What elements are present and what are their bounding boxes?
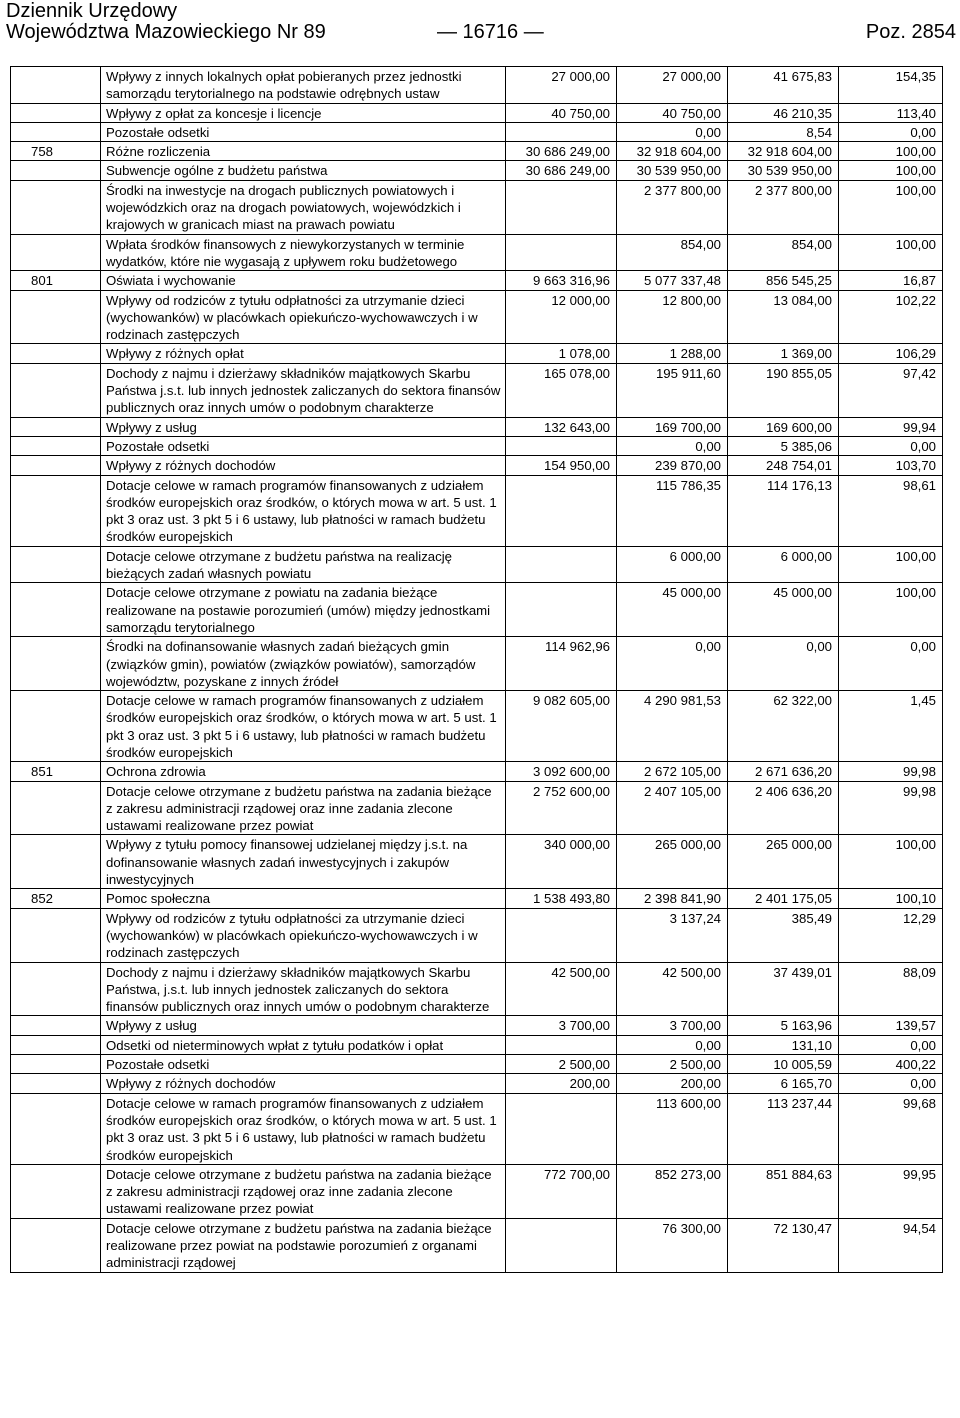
planned-amount: 1 078,00 xyxy=(506,344,617,363)
income-description: Dochody z najmu i dzierżawy składników majątkowych Skarbu Państwa, j.s.t. lub innych jednostek zaliczanych do sektora finansów publicznych oraz innych umów o podobnym charakterze xyxy=(101,962,506,1016)
table-row xyxy=(11,546,943,583)
executed-amount: 6 000,00 xyxy=(728,546,839,583)
execution-percent: 100,00 xyxy=(839,835,943,889)
execution-percent: 0,00 xyxy=(839,436,943,455)
executed-amount: 113 237,44 xyxy=(728,1093,839,1164)
income-description: Dotacje celowe otrzymane z budżetu państwa na zadania bieżące realizowane przez powiat na podstawie porozumień z organami administracji rządowej xyxy=(101,1218,506,1272)
execution-percent: 103,70 xyxy=(839,456,943,475)
income-description: Subwencje ogólne z budżetu państwa xyxy=(101,161,506,180)
section-code: 758 xyxy=(11,142,101,161)
section-code xyxy=(11,67,101,104)
income-description: Różne rozliczenia xyxy=(101,142,506,161)
execution-percent: 98,61 xyxy=(839,475,943,546)
table-row xyxy=(11,271,943,290)
executed-amount: 1 369,00 xyxy=(728,344,839,363)
section-code xyxy=(11,344,101,363)
execution-percent: 100,00 xyxy=(839,161,943,180)
section-code xyxy=(11,234,101,271)
income-description: Dotacje celowe otrzymane z budżetu państwa na realizację bieżących zadań własnych powiatu xyxy=(101,546,506,583)
executed-amount: 5 163,96 xyxy=(728,1016,839,1035)
amended-plan-amount: 3 700,00 xyxy=(617,1016,728,1035)
table-row xyxy=(11,67,943,104)
section-code xyxy=(11,1164,101,1218)
section-code: 851 xyxy=(11,762,101,781)
income-description: Wpływy z innych lokalnych opłat pobieranych przez jednostki samorządu terytorialnego na podstawie odrębnych ustaw xyxy=(101,67,506,104)
executed-amount: 32 918 604,00 xyxy=(728,142,839,161)
planned-amount: 1 538 493,80 xyxy=(506,889,617,908)
income-description: Wpływy z usług xyxy=(101,1016,506,1035)
income-description: Wpływy z usług xyxy=(101,417,506,436)
amended-plan-amount: 852 273,00 xyxy=(617,1164,728,1218)
executed-amount: 37 439,01 xyxy=(728,962,839,1016)
planned-amount xyxy=(506,546,617,583)
execution-percent: 97,42 xyxy=(839,363,943,417)
execution-percent: 99,95 xyxy=(839,1164,943,1218)
section-code xyxy=(11,1016,101,1035)
planned-amount: 154 950,00 xyxy=(506,456,617,475)
planned-amount: 9 663 316,96 xyxy=(506,271,617,290)
table-row xyxy=(11,762,943,781)
planned-amount xyxy=(506,475,617,546)
execution-percent: 100,00 xyxy=(839,180,943,234)
executed-amount: 169 600,00 xyxy=(728,417,839,436)
planned-amount: 2 500,00 xyxy=(506,1055,617,1074)
amended-plan-amount: 30 539 950,00 xyxy=(617,161,728,180)
table-row xyxy=(11,835,943,889)
section-code xyxy=(11,1035,101,1054)
executed-amount: 10 005,59 xyxy=(728,1055,839,1074)
budget-table-container xyxy=(10,66,942,1418)
executed-amount: 190 855,05 xyxy=(728,363,839,417)
budget-income-table xyxy=(10,66,943,1273)
executed-amount: 2 406 636,20 xyxy=(728,781,839,835)
executed-amount: 6 165,70 xyxy=(728,1074,839,1093)
table-row xyxy=(11,637,943,691)
amended-plan-amount: 854,00 xyxy=(617,234,728,271)
planned-amount: 132 643,00 xyxy=(506,417,617,436)
section-code xyxy=(11,122,101,141)
planned-amount: 30 686 249,00 xyxy=(506,161,617,180)
section-code xyxy=(11,290,101,344)
planned-amount: 27 000,00 xyxy=(506,67,617,104)
executed-amount: 851 884,63 xyxy=(728,1164,839,1218)
section-code xyxy=(11,1218,101,1272)
executed-amount: 114 176,13 xyxy=(728,475,839,546)
table-row xyxy=(11,344,943,363)
income-description: Wpływy od rodziców z tytułu odpłatności za utrzymanie dzieci (wychowanków) w placówkach opiekuńczo-wychowawczych i w rodzinach zastępczych xyxy=(101,290,506,344)
execution-percent: 106,29 xyxy=(839,344,943,363)
amended-plan-amount: 6 000,00 xyxy=(617,546,728,583)
table-row xyxy=(11,583,943,637)
planned-amount: 3 700,00 xyxy=(506,1016,617,1035)
executed-amount: 248 754,01 xyxy=(728,456,839,475)
income-description: Dotacje celowe otrzymane z budżetu państwa na zadania bieżące z zakresu administracji rządowej oraz inne zadania zlecone ustawami realizowane przez powiat xyxy=(101,781,506,835)
planned-amount: 40 750,00 xyxy=(506,103,617,122)
executed-amount: 265 000,00 xyxy=(728,835,839,889)
table-row xyxy=(11,161,943,180)
income-description: Dotacje celowe w ramach programów finansowanych z udziałem środków europejskich oraz środków, o których mowa w art. 5 ust. 1 pkt 3 oraz ust. 3 pkt 5 i 6 ustawy, lub płatności w ramach budżetu środków europejskich xyxy=(101,691,506,762)
journal-title: Dziennik Urzędowy xyxy=(6,0,178,22)
section-code xyxy=(11,1093,101,1164)
income-description: Odsetki od nieterminowych wpłat z tytułu podatków i opłat xyxy=(101,1035,506,1054)
table-row xyxy=(11,1074,943,1093)
income-description: Pomoc społeczna xyxy=(101,889,506,908)
execution-percent: 113,40 xyxy=(839,103,943,122)
income-description: Wpływy z różnych dochodów xyxy=(101,1074,506,1093)
execution-percent: 99,98 xyxy=(839,762,943,781)
execution-percent: 99,94 xyxy=(839,417,943,436)
table-row xyxy=(11,962,943,1016)
income-description: Wpływy z różnych dochodów xyxy=(101,456,506,475)
section-code xyxy=(11,637,101,691)
planned-amount: 200,00 xyxy=(506,1074,617,1093)
amended-plan-amount: 5 077 337,48 xyxy=(617,271,728,290)
table-row xyxy=(11,180,943,234)
planned-amount: 12 000,00 xyxy=(506,290,617,344)
amended-plan-amount: 113 600,00 xyxy=(617,1093,728,1164)
execution-percent: 12,29 xyxy=(839,908,943,962)
planned-amount xyxy=(506,436,617,455)
section-code: 852 xyxy=(11,889,101,908)
table-row xyxy=(11,1164,943,1218)
income-description: Dotacje celowe otrzymane z budżetu państwa na zadania bieżące z zakresu administracji rządowej oraz inne zadania zlecone ustawami realizowane przez powiat xyxy=(101,1164,506,1218)
income-description: Środki na dofinansowanie własnych zadań bieżących gmin (związków gmin), powiatów (związków powiatów), samorządów województw, pozyskane z innych źródeł xyxy=(101,637,506,691)
amended-plan-amount: 4 290 981,53 xyxy=(617,691,728,762)
table-row xyxy=(11,363,943,417)
execution-percent: 0,00 xyxy=(839,122,943,141)
planned-amount xyxy=(506,908,617,962)
income-description: Wpłata środków finansowych z niewykorzystanych w terminie wydatków, które nie wygasają z upływem roku budżetowego xyxy=(101,234,506,271)
table-row xyxy=(11,290,943,344)
table-row xyxy=(11,103,943,122)
section-code xyxy=(11,417,101,436)
amended-plan-amount: 76 300,00 xyxy=(617,1218,728,1272)
amended-plan-amount: 27 000,00 xyxy=(617,67,728,104)
planned-amount xyxy=(506,180,617,234)
section-code xyxy=(11,583,101,637)
amended-plan-amount: 0,00 xyxy=(617,1035,728,1054)
planned-amount: 30 686 249,00 xyxy=(506,142,617,161)
section-code xyxy=(11,103,101,122)
execution-percent: 0,00 xyxy=(839,1074,943,1093)
executed-amount: 62 322,00 xyxy=(728,691,839,762)
executed-amount: 41 675,83 xyxy=(728,67,839,104)
position-number: Poz. 2854 xyxy=(865,21,956,43)
executed-amount: 2 401 175,05 xyxy=(728,889,839,908)
executed-amount: 5 385,06 xyxy=(728,436,839,455)
table-row xyxy=(11,691,943,762)
income-description: Oświata i wychowanie xyxy=(101,271,506,290)
table-row xyxy=(11,122,943,141)
income-description: Wpływy z tytułu pomocy finansowej udzielanej między j.s.t. na dofinansowanie własnych zadań inwestycyjnych i zakupów inwestycyjnych xyxy=(101,835,506,889)
execution-percent: 100,00 xyxy=(839,583,943,637)
executed-amount: 131,10 xyxy=(728,1035,839,1054)
table-row xyxy=(11,1093,943,1164)
section-code xyxy=(11,546,101,583)
amended-plan-amount: 1 288,00 xyxy=(617,344,728,363)
section-code xyxy=(11,475,101,546)
planned-amount xyxy=(506,1218,617,1272)
execution-percent: 102,22 xyxy=(839,290,943,344)
section-code xyxy=(11,1074,101,1093)
income-description: Środki na inwestycje na drogach publicznych powiatowych i wojewódzkich oraz na drogach powiatowych, wojewódzkich i krajowych w granicach miast na prawach powiatu xyxy=(101,180,506,234)
amended-plan-amount: 42 500,00 xyxy=(617,962,728,1016)
amended-plan-amount: 40 750,00 xyxy=(617,103,728,122)
planned-amount: 2 752 600,00 xyxy=(506,781,617,835)
planned-amount: 42 500,00 xyxy=(506,962,617,1016)
table-row xyxy=(11,456,943,475)
table-row xyxy=(11,1055,943,1074)
planned-amount xyxy=(506,1035,617,1054)
execution-percent: 16,87 xyxy=(839,271,943,290)
planned-amount: 772 700,00 xyxy=(506,1164,617,1218)
amended-plan-amount: 12 800,00 xyxy=(617,290,728,344)
income-description: Dochody z najmu i dzierżawy składników majątkowych Skarbu Państwa j.s.t. lub innych jednostek zaliczanych do sektora finansów publicznych oraz innych umów o podobnym charakterze xyxy=(101,363,506,417)
amended-plan-amount: 2 672 105,00 xyxy=(617,762,728,781)
table-row xyxy=(11,417,943,436)
amended-plan-amount: 0,00 xyxy=(617,637,728,691)
execution-percent: 139,57 xyxy=(839,1016,943,1035)
table-body xyxy=(11,67,943,1273)
table-row xyxy=(11,142,943,161)
execution-percent: 100,00 xyxy=(839,234,943,271)
amended-plan-amount: 2 500,00 xyxy=(617,1055,728,1074)
table-row xyxy=(11,234,943,271)
income-description: Pozostałe odsetki xyxy=(101,1055,506,1074)
execution-percent: 0,00 xyxy=(839,1035,943,1054)
executed-amount: 2 377 800,00 xyxy=(728,180,839,234)
planned-amount xyxy=(506,583,617,637)
section-code xyxy=(11,1055,101,1074)
executed-amount: 72 130,47 xyxy=(728,1218,839,1272)
executed-amount: 854,00 xyxy=(728,234,839,271)
income-description: Dotacje celowe otrzymane z powiatu na zadania bieżące realizowane na postawie porozumień (umów) między jednostkami samorządu terytorialnego xyxy=(101,583,506,637)
table-row xyxy=(11,1218,943,1272)
planned-amount xyxy=(506,122,617,141)
table-row xyxy=(11,889,943,908)
section-code xyxy=(11,456,101,475)
amended-plan-amount: 45 000,00 xyxy=(617,583,728,637)
amended-plan-amount: 2 377 800,00 xyxy=(617,180,728,234)
table-row xyxy=(11,436,943,455)
income-description: Dotacje celowe w ramach programów finansowanych z udziałem środków europejskich oraz środków, o których mowa w art. 5 ust. 1 pkt 3 oraz ust. 3 pkt 5 i 6 ustawy, lub płatności w ramach budżetu środków europejskich xyxy=(101,475,506,546)
table-row xyxy=(11,781,943,835)
amended-plan-amount: 200,00 xyxy=(617,1074,728,1093)
amended-plan-amount: 239 870,00 xyxy=(617,456,728,475)
section-code: 801 xyxy=(11,271,101,290)
executed-amount: 2 671 636,20 xyxy=(728,762,839,781)
execution-percent: 100,00 xyxy=(839,142,943,161)
planned-amount xyxy=(506,1093,617,1164)
amended-plan-amount: 115 786,35 xyxy=(617,475,728,546)
amended-plan-amount: 32 918 604,00 xyxy=(617,142,728,161)
journal-issue: Województwa Mazowieckiego Nr 89 xyxy=(6,21,326,43)
executed-amount: 45 000,00 xyxy=(728,583,839,637)
section-code xyxy=(11,908,101,962)
section-code xyxy=(11,962,101,1016)
executed-amount: 0,00 xyxy=(728,637,839,691)
execution-percent: 154,35 xyxy=(839,67,943,104)
execution-percent: 88,09 xyxy=(839,962,943,1016)
table-row xyxy=(11,1035,943,1054)
executed-amount: 385,49 xyxy=(728,908,839,962)
planned-amount: 114 962,96 xyxy=(506,637,617,691)
planned-amount xyxy=(506,234,617,271)
document-header xyxy=(0,0,960,44)
executed-amount: 13 084,00 xyxy=(728,290,839,344)
amended-plan-amount: 3 137,24 xyxy=(617,908,728,962)
section-code xyxy=(11,161,101,180)
section-code xyxy=(11,180,101,234)
page-number: — 16716 — xyxy=(437,21,544,43)
executed-amount: 856 545,25 xyxy=(728,271,839,290)
amended-plan-amount: 195 911,60 xyxy=(617,363,728,417)
execution-percent: 0,00 xyxy=(839,637,943,691)
income-description: Wpływy z opłat za koncesje i licencje xyxy=(101,103,506,122)
execution-percent: 100,00 xyxy=(839,546,943,583)
amended-plan-amount: 0,00 xyxy=(617,436,728,455)
planned-amount: 9 082 605,00 xyxy=(506,691,617,762)
amended-plan-amount: 265 000,00 xyxy=(617,835,728,889)
amended-plan-amount: 169 700,00 xyxy=(617,417,728,436)
execution-percent: 99,98 xyxy=(839,781,943,835)
executed-amount: 30 539 950,00 xyxy=(728,161,839,180)
section-code xyxy=(11,781,101,835)
execution-percent: 94,54 xyxy=(839,1218,943,1272)
income-description: Dotacje celowe w ramach programów finansowanych z udziałem środków europejskich oraz środków, o których mowa w art. 5 ust. 1 pkt 3 oraz ust. 3 pkt 5 i 6 ustawy, lub płatności w ramach budżetu środków europejskich xyxy=(101,1093,506,1164)
income-description: Ochrona zdrowia xyxy=(101,762,506,781)
section-code xyxy=(11,835,101,889)
executed-amount: 46 210,35 xyxy=(728,103,839,122)
table-row xyxy=(11,908,943,962)
section-code xyxy=(11,363,101,417)
executed-amount: 8,54 xyxy=(728,122,839,141)
section-code xyxy=(11,691,101,762)
planned-amount: 3 092 600,00 xyxy=(506,762,617,781)
amended-plan-amount: 0,00 xyxy=(617,122,728,141)
income-description: Pozostałe odsetki xyxy=(101,122,506,141)
section-code xyxy=(11,436,101,455)
amended-plan-amount: 2 398 841,90 xyxy=(617,889,728,908)
income-description: Pozostałe odsetki xyxy=(101,436,506,455)
income-description: Wpływy z różnych opłat xyxy=(101,344,506,363)
planned-amount: 340 000,00 xyxy=(506,835,617,889)
planned-amount: 165 078,00 xyxy=(506,363,617,417)
execution-percent: 400,22 xyxy=(839,1055,943,1074)
execution-percent: 1,45 xyxy=(839,691,943,762)
execution-percent: 99,68 xyxy=(839,1093,943,1164)
income-description: Wpływy od rodziców z tytułu odpłatności za utrzymanie dzieci (wychowanków) w placówkach opiekuńczo-wychowawczych i w rodzinach zastępczych xyxy=(101,908,506,962)
amended-plan-amount: 2 407 105,00 xyxy=(617,781,728,835)
table-row xyxy=(11,475,943,546)
table-row xyxy=(11,1016,943,1035)
execution-percent: 100,10 xyxy=(839,889,943,908)
